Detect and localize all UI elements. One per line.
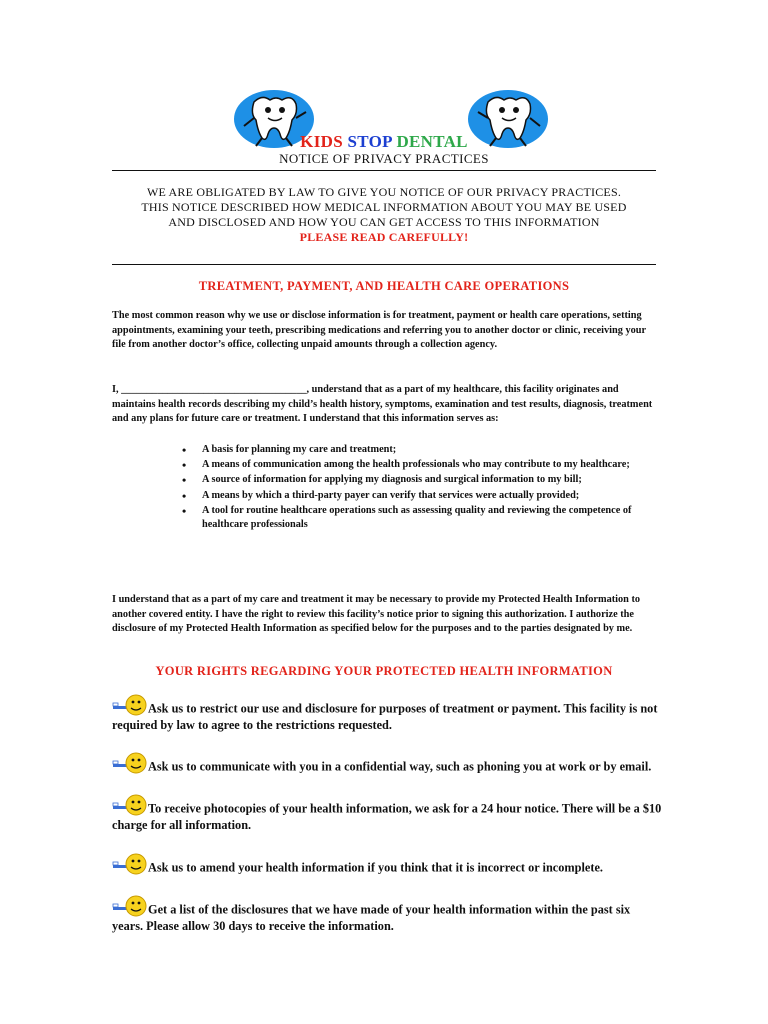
notice-title: NOTICE OF PRIVACY PRACTICES bbox=[279, 151, 489, 166]
rights-item-text: Ask us to amend your health information if you think that it is incorrect or incomplete. bbox=[148, 860, 603, 875]
rights-item-text: Ask us to restrict our use and disclosure for purposes of treatment or payment. This facility is not required by law to agree to the restrictions requested. bbox=[112, 701, 658, 732]
intro-line-3: AND DISCLOSED AND HOW YOU CAN GET ACCESS TO THIS INFORMATION bbox=[168, 215, 600, 229]
rights-item-text: Ask us to communicate with you in a confidential way, such as phoning you at work or by email. bbox=[148, 760, 652, 774]
divider-top bbox=[112, 170, 656, 171]
intro-line-1: WE ARE OBLIGATED BY LAW TO GIVE YOU NOTICE OF OUR PRIVACY PRACTICES. bbox=[146, 185, 622, 199]
list-item: • A means of communication among the health professionals who may contribute to my healthcare; bbox=[182, 458, 656, 473]
smiley-toothbrush-icon bbox=[112, 894, 148, 918]
paragraph-understanding: I, ____________________________________, understand that as a part of my healthcare, this facility originates and maintains health records describing my child’s health history, symptoms, examination and test results, diagnosis, treatment and any plans for future care or treatment. I understand that this information serves as: bbox=[112, 384, 653, 425]
list-item: • A source of information for applying my diagnosis and surgical information to my bill; bbox=[182, 473, 656, 488]
rights-item-text: Get a list of the disclosures that we have made of your health information within the past six years. Please allow 30 days to receive the information. bbox=[112, 902, 631, 933]
smiley-toothbrush-icon bbox=[112, 693, 148, 717]
list-item: • A tool for routine healthcare operations such as assessing quality and reviewing the competence of healthcare professionals bbox=[182, 504, 656, 533]
rights-item bbox=[112, 683, 662, 733]
section-heading-rights: YOUR RIGHTS REGARDING YOUR PROTECTED HEALTH INFORMATION bbox=[155, 664, 613, 678]
smiley-toothbrush-icon bbox=[112, 793, 148, 817]
section-heading-treatment: TREATMENT, PAYMENT, AND HEALTH CARE OPERATIONS bbox=[198, 279, 570, 293]
list-item: • A means by which a third-party payer can verify that services were actually provided; bbox=[182, 489, 656, 504]
smiley-toothbrush-icon bbox=[112, 751, 148, 775]
intro-line-2: THIS NOTICE DESCRIBED HOW MEDICAL INFORMATION ABOUT YOU MAY BE USED bbox=[141, 200, 627, 214]
paragraph-authorization: I understand that as a part of my care and treatment it may be necessary to provide my Protected Health Information to another covered entity. I have the right to review this facility’s notice prior to signing this authorization. I authorize the disclosure of my Protected Health Information as specified below for the purposes and to the parties designated by me. bbox=[112, 594, 641, 635]
rights-item bbox=[112, 842, 662, 876]
bullet-list bbox=[182, 443, 656, 534]
rights-item-text: To receive photocopies of your health information, we ask for a 24 hour notice. There will be a $10 charge for all information. bbox=[112, 802, 662, 833]
brand-word-dental: DENTAL bbox=[396, 132, 468, 151]
brand-word-stop: STOP bbox=[347, 132, 392, 151]
brand-name bbox=[0, 132, 768, 152]
intro-block bbox=[112, 185, 656, 245]
rights-item bbox=[112, 884, 662, 934]
paragraph-common-reason: The most common reason why we use or disclose information is for treatment, payment or health care operations, setting appointments, examining your teeth, prescribing medications and referring you to another doctor or clinic, receiving your file from another doctor’s office, collecting unpaid amounts through a collection agency. bbox=[112, 310, 646, 351]
rights-list bbox=[112, 683, 662, 942]
list-item: • A basis for planning my care and treatment; bbox=[182, 443, 656, 458]
rights-item bbox=[112, 741, 662, 775]
rights-item bbox=[112, 783, 662, 833]
brand-word-kids: KIDS bbox=[300, 132, 343, 151]
divider-bottom bbox=[112, 264, 656, 265]
smiley-toothbrush-icon bbox=[112, 852, 148, 876]
intro-line-read-carefully: PLEASE READ CAREFULLY! bbox=[299, 230, 469, 244]
